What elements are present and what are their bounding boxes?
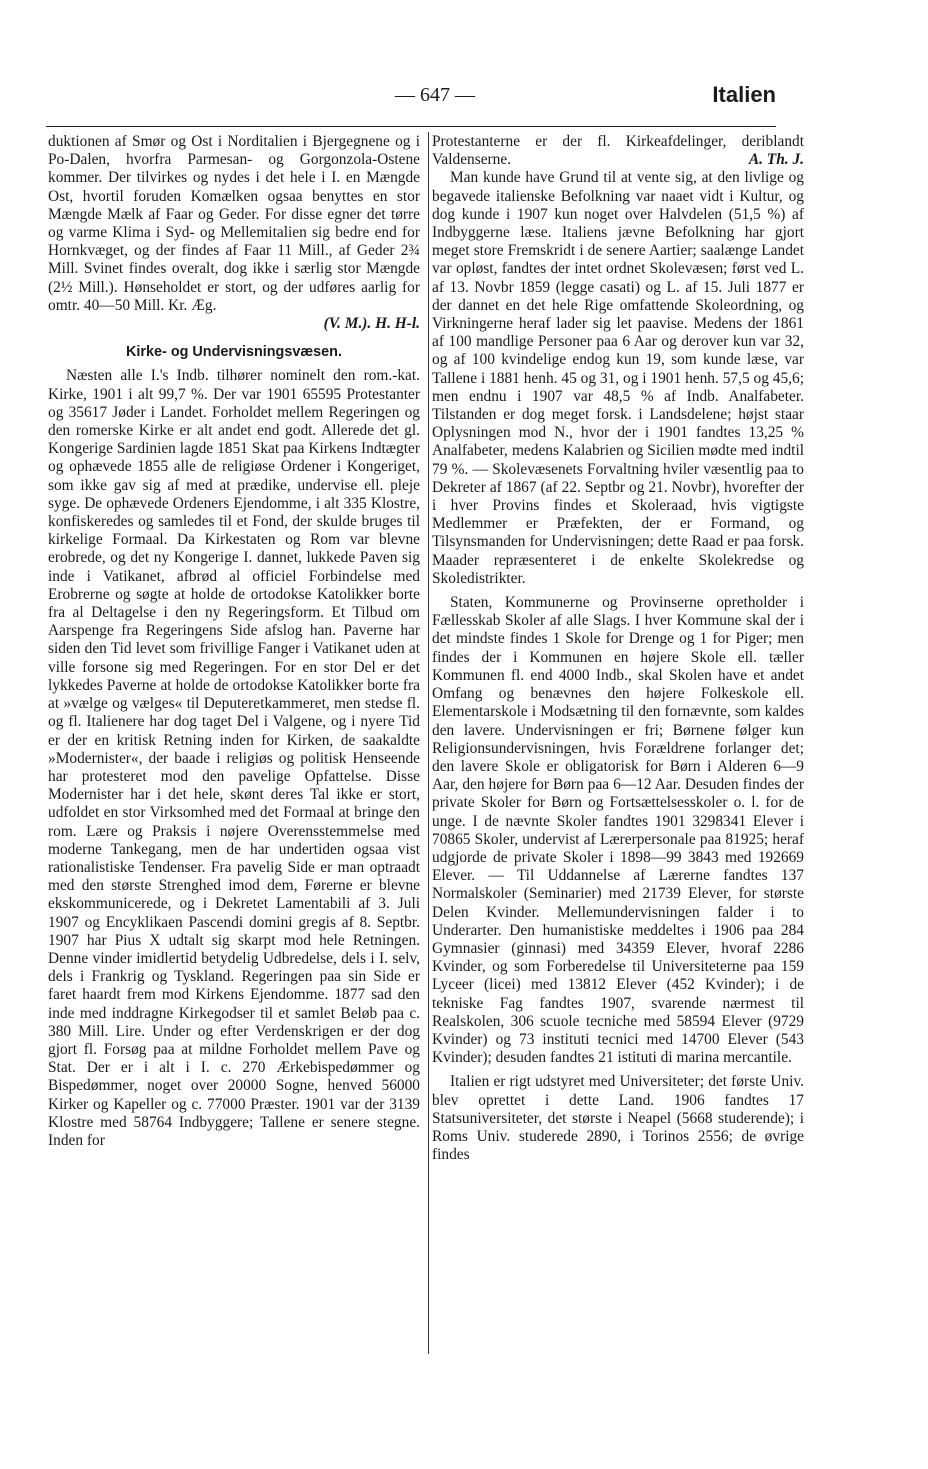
header-rule: [46, 126, 776, 127]
left-paragraph-2: Næsten alle I.'s Indb. tilhører nominelt den rom.-kat. Kirke, 1901 i alt 99,7 %. Der var 1901 65595 Protestanter og 35617 Jøder i Landet. Forholdet mellem Regeringen og den romerske Kirke er alt andet end godt. Allerede det gl. Kongerige Sardinien lagde 1851 Skat paa Kirkens Indtægter og ophævede 1855 alle de religiøse Ordener i Kongeriget, som ikke gav sig af med at prædike, undervise ell. pleje syge. De ophævede Ordeners Ejendomme, i alt 335 Klostre, konfiskeredes og samledes til et Fond, der skulde bruges til kirkelige Formaal. Da Kirkestaten og Rom var blevne erobrede, og det ny Kongerige I. dannet, lukkede Paven sig inde i Vatikanet, afbrød al officiel Forbindelse med Erobrerne og søgte at holde de ortodokse Katolikker borte fra al Deltagelse i den ny Regeringsform. Et Tilbud om Aarspenge fra Regeringens Side afslog han. Paverne har siden den Tid levet som frivillige Fanger i Vatikanet uden at ville forsone sig med Regeringen. For en stor Del er det lykkedes Paverne at holde de ortodokse Katolikker borte fra at »vælge og vælges« til Deputeretkammeret, men stedse fl. og fl. Italienere har dog taget Del i Valgene, og i nyere Tid er der en kritisk Retning inden for Kirken, de saakaldte »Modernister«, der baade i religiøs og politisk Henseende har protesteret mod den pavelige Opfattelse. Disse Modernister har i det hele, skønt deres Tal ikke er stort, udfoldet en stor Virksomhed med det Formaal at bringe den rom. Lære og Praksis i nøjere Overensstemmelse med moderne Tankegang, men de har undertiden ogsaa vist rationalistiske Tendenser. Fra pavelig Side er man optraadt med den største Strenghed imod dem, Førerne er blevne ekskommunicerede, og i Dekretet Lamentabili af 3. Juli 1907 og Encyklikaen Pascendi domini gregis af 8. Septbr. 1907 har Pius X udtalt sig skarpt mod hele Retningen. Denne vinder imidlertid betydelig Udbredelse, dels i I. selv, dels i Frankrig og Tyskland. Regeringen paa sin Side er faret haardt frem mod Kirkens Ejendomme. 1877 sad den inde med inddragne Kirkegodser til et samlet Beløb paa c. 380 Mill. Lire. Under og efter Verdenskrigen er der dog gjort fl. Forsøg paa at mildne Forholdet mellem Pave og Stat. Der er i alt i I. c. 270 Ærkebispedømmer og Bispedømmer, noget over 20000 Sogne, henved 56000 Kirker og Kapeller og c. 77000 Præster. 1901 var der 3139 Klostre med 58764 Indbyggere; Tallene er senere stegne. Inden for: [48, 367, 420, 1149]
page-number: — 647 —: [395, 84, 475, 106]
right-paragraph-2: Man kunde have Grund til at vente sig, at den livlige og begavede italienske Befolkning var naaet vidt i Kultur, og dog kunde i 1907 kun noget over Halvdelen (51,5 %) af Indbyggerne læse. Italiens jævne Befolkning har gjort meget store Fremskridt i de senere Aartier; saalænge Landet var opløst, fandtes der intet ordnet Skolevæsen; først ved L. af 13. Novbr 1859 (legge casati) og L. af 15. Juli 1877 er der dannet en det hele Rige omfattende Skoleordning, og Virkningerne heraf lader sig let paavise. Medens der 1861 af 100 mandlige Personer paa 6 Aar og derover kun var 32, og af 100 kvindelige endog kun 19, som kunde læse, var Tallene i 1881 henh. 45 og 31, og i 1901 henh. 57,5 og 45,6; men endnu i 1907 var 48,5 % af Indb. Analfabeter. Tilstanden er dog meget forsk. i Landsdelene; højst staar Oplysningen mod N., hvor der i 1901 fandtes 13,25 % Analfabeter, medens Kalabrien og Sicilien mødte med indtil 79 %. — Skolevæsenets Forvaltning hviler væsentlig paa to Dekreter af 1867 (af 22. Septbr og 21. Novbr), hvorefter der i hver Provins findes et Skoleraad, hvis vigtigste Medlemmer er Præfekten, der er Formand, og Tilsynsmanden for Undervisningen; dette Raad er paa forsk. Maader repræsenteret i de enkelte Skolekredse og Skoledistrikter.: [432, 169, 804, 587]
running-head: Italien: [712, 82, 776, 107]
left-signature: (V. M.). H. H-l.: [323, 315, 420, 333]
right-paragraph-1: [432, 133, 804, 169]
right-column: [432, 133, 804, 1164]
right-paragraph-4: Italien er rigt udstyret med Universiteter; det første Univ. blev oprettet i dette Land. 1906 fandtes 17 Statsuniversiteter, det største i Neapel (5668 studerende); i Roms Univ. studerede 2890, i Torinos 2556; de øvrige findes: [432, 1073, 804, 1164]
column-divider: [428, 132, 429, 1354]
right-paragraph-1-text: Protestanterne er der fl. Kirkeafdelinger, deriblandt Valdenserne.: [432, 133, 804, 169]
left-column: [48, 133, 420, 1150]
right-paragraph-3: Staten, Kommunerne og Provinserne opretholder i Fællesskab Skoler af alle Slags. I hver Kommune skal der i det mindste findes 1 Skole for Drenge og 1 for Piger; men findes der i Kommunen en højere Skole ell. tæller Kommunen fl. end 4000 Indb., skal Skolen have et andet Omfang og benævnes den højere Folkeskole ell. Elementarskole i Modsætning til den fornævnte, som kaldes den lavere. Undervisningen er fri; Børnene følger kun Religionsundervisningen, hvis Forældrene forlanger det; den lavere Skole er obligatorisk for Børn i Alderen 6—9 Aar, den højere for Børn paa 6—12 Aar. Desuden findes der private Skoler for Børn og Fortsættelsesskoler o. l. for de unge. I de nævnte Skoler fandtes 1901 3298341 Elever i 70865 Skoler, undervist af Lærerpersonale paa 81925; heraf udgjorde de private Skoler i 1898—99 3843 med 192669 Elever. — Til Uddannelse af Lærerne fandtes 137 Normalskoler (Seminarier) med 21739 Elever, for største Delen Kvinder. Mellemundervisningen falder i to Underarter. Den humanistiske meddeltes i 1906 paa 284 Gymnasier (ginnasi) med 34359 Elever, hvoraf 2286 Kvinder, og som Forberedelse til Universiteterne paa 159 Lyceer (licei) med 13812 Elever (452 Kvinder); i de tekniske Fag fandtes 1907, svarende nærmest til Realskolen, 306 scuole tecniche med 58594 Elever (9729 Kvinder) og 73 instituti tecnici med 14700 Elever (543 Kvinder); desuden fandtes 21 istituti di marina mercantile.: [432, 594, 804, 1067]
left-paragraph-1: duktionen af Smør og Ost i Norditalien i Bjergegnene og i Po-Dalen, hvorfra Parmesan- og Gorgonzola-Ostene kommer. Der tilvirkes og nydes i det hele i I. en Mængde Ost, hvortil foruden Komælken ogsaa benyttes en stor Mængde Mælk af Faar og Geder. For disse egner det tørre og varme Klima i Syd- og Mellemitalien sig bedre end for Hornkvæget, og der findes af Faar 11 Mill., af Geder 2¾ Mill. Svinet findes overalt, dog ikke i særlig stor Mængde (2½ Mill.). Hønseholdet er stort, og der udføres aarlig for omtr. 40—50 Mill. Kr. Æg.: [48, 133, 420, 314]
section-heading: Kirke- og Undervisningsvæsen.: [126, 344, 342, 361]
right-signature: A. Th. J.: [748, 151, 804, 169]
